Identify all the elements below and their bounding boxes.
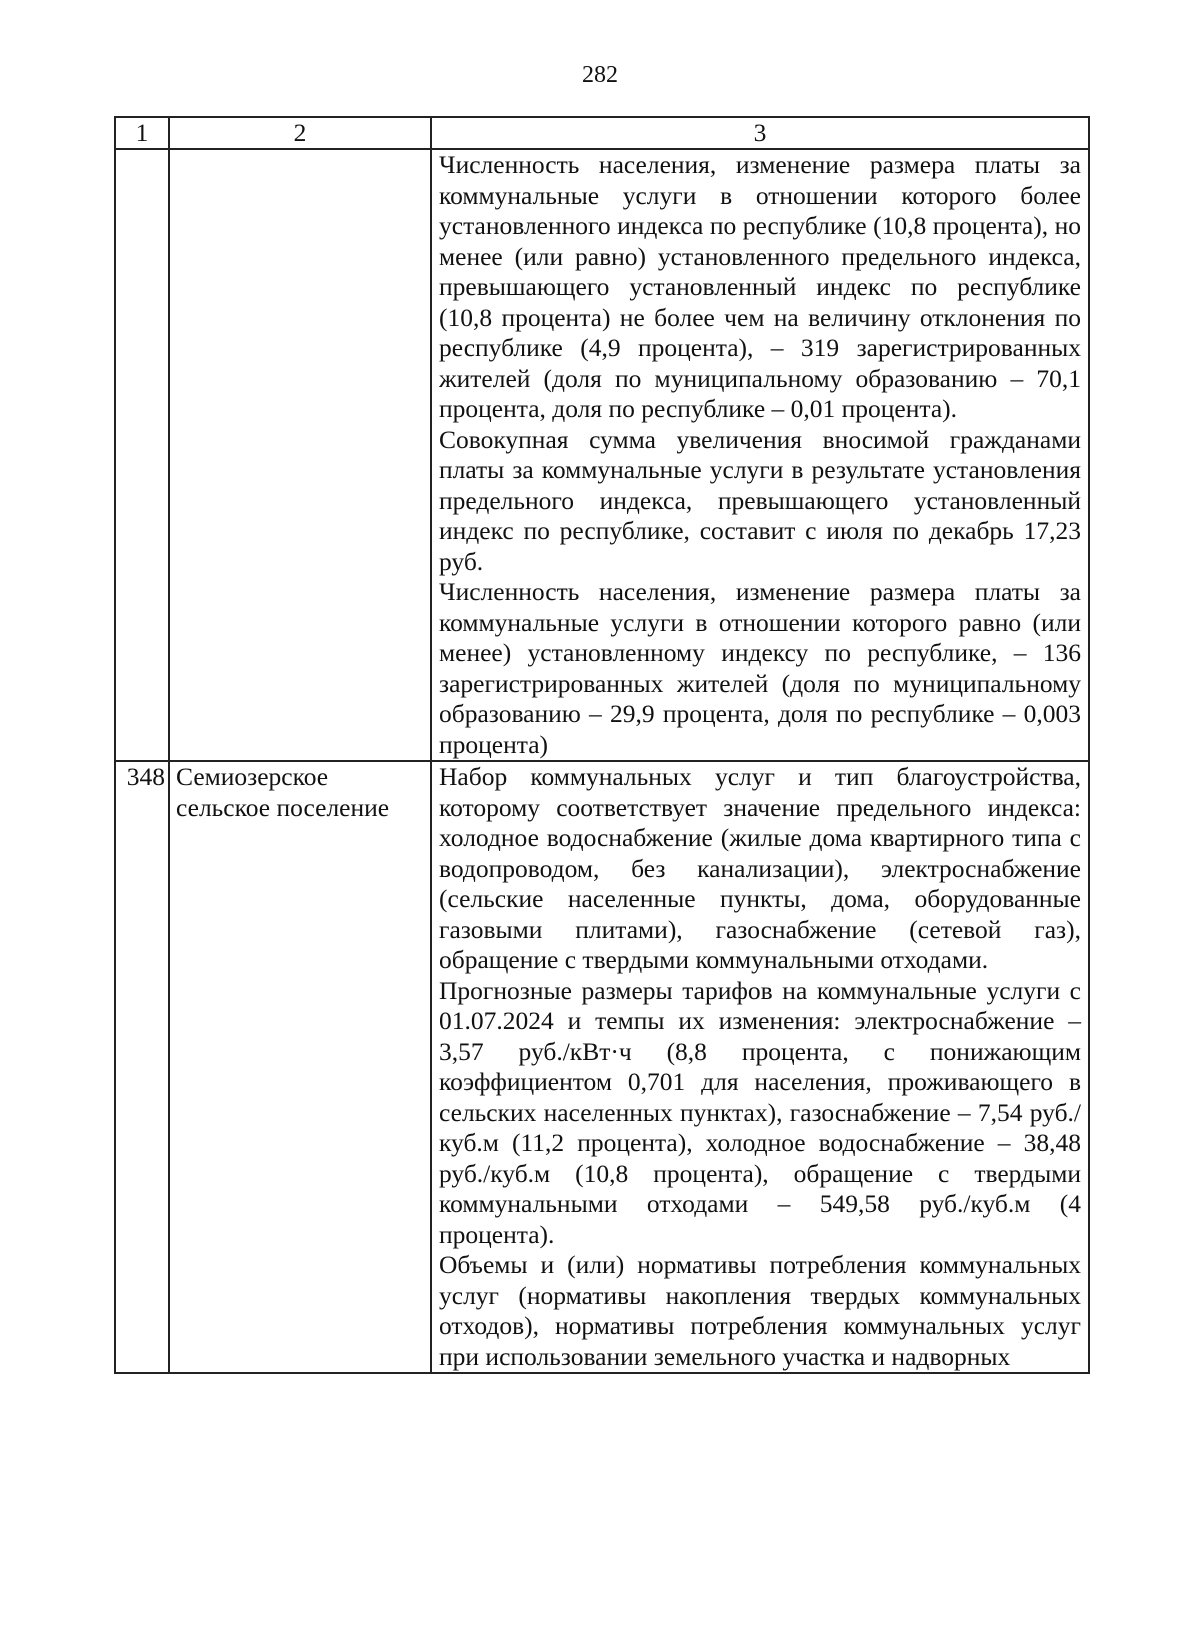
row-content — [431, 761, 1089, 1373]
content-paragraph: Набор коммунальных услуг и тип благоустройства, которому соответствует значение предельного индекса: холодное водоснабжение (жилые дома квартирного типа с водопроводом, без канализации), электроснабжение (сельские населенные пункты, дома, оборудованные газовыми плитами), газоснабжение (сетевой газ), обращение с твердыми коммунальными отходами. — [439, 762, 1081, 974]
settlement-name-line-2: сельское поселение — [176, 792, 390, 822]
content-paragraph: Численность населения, изменение размера платы за коммунальные услуги в отношении которого равно (или менее) установленному индексу по республике, – 136 зарегистрированных жителей (доля по муниципальному образованию – 29,9 процента, доля по республике – 0,003 процента) — [439, 577, 1081, 759]
row-number — [115, 761, 169, 1373]
data-table — [114, 116, 1090, 1374]
content-paragraph: Объемы и (или) нормативы потребления коммунальных услуг (нормативы накопления твердых коммунальных отходов), нормативы потребления коммунальных услуг при использовании земельного участка и надворных — [439, 1250, 1081, 1371]
table-row — [115, 149, 1089, 761]
content-paragraph: Прогнозные размеры тарифов на коммунальные услуги с 01.07.2024 и темпы их изменения: электроснабжение – 3,57 руб./кВт·ч (8,8 процента, с понижающим коэффициентом 0,701 для населения, проживающего в сельских населенных пунктах), газоснабжение – 7,54 руб./куб.м (11,2 процента), холодное водоснабжение – 38,48 руб./куб.м (10,8 процента), обращение с твердыми коммунальными отходами – 549,58 руб./куб.м (4 процента). — [439, 975, 1081, 1249]
settlement-name — [169, 149, 431, 761]
table-row — [115, 761, 1089, 1373]
settlement-name-line-1: Семиозерское — [176, 762, 329, 791]
settlement-name — [169, 761, 431, 1373]
content-paragraph: Совокупная сумма увеличения вносимой гражданами платы за коммунальные услуги в результате установления предельного индекса, превышающего установленный индекс по республике, составит с июля по декабрь 17,23 руб. — [439, 424, 1081, 576]
header-col-2: 2 — [169, 117, 431, 149]
table-header-row — [115, 117, 1089, 149]
row-number-text: 348 — [126, 762, 165, 791]
content-paragraph: Численность населения, изменение размера платы за коммунальные услуги в отношении которого более установленного индекса по республике (10,8 процента), но менее (или равно) установленного предельного индекса, превышающего установленный индекс по республике (10,8 процента) не более чем на величину отклонения по республике (4,9 процента), – 319 зарегистрированных жителей (доля по муниципальному образованию – 70,1 процента, доля по республике – 0,01 процента). — [439, 150, 1081, 423]
row-content — [431, 149, 1089, 761]
header-col-3: 3 — [431, 117, 1089, 149]
row-number — [115, 149, 169, 761]
header-col-1: 1 — [115, 117, 169, 149]
page-number: 282 — [582, 62, 618, 88]
